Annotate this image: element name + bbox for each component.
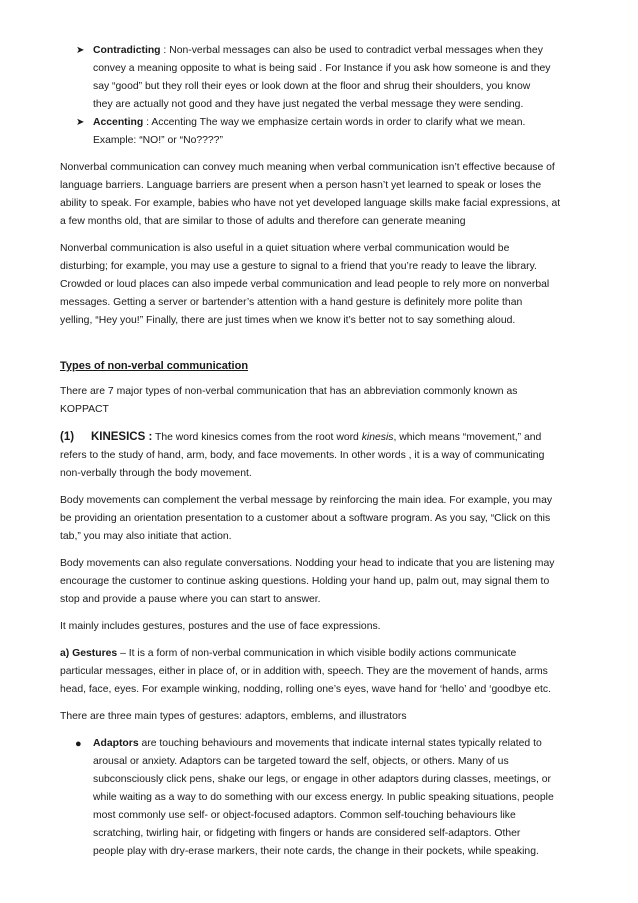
text-line: be providing an orientation presentation to a customer about a software program. As you say, “Click on this — [60, 513, 551, 524]
text-line: they are actually not good and they have just negated the verbal message they were sending. — [93, 99, 524, 110]
text-line: non-verbally through the body movement. — [60, 468, 252, 479]
text-line: The word kinesics comes from the root word — [152, 432, 362, 443]
text-line: while waiting as a way to do something with our excess energy. In public speaking situations, people — [93, 792, 554, 803]
text-line: subconsciously click pens, shake our legs, or engage in other adaptors during classes, meetings, or — [93, 774, 552, 785]
kinesics-term: KINESICS : — [90, 431, 153, 443]
text-line: yelling, “Hey you!” Finally, there are just times when we know it’s better not to say something aloud. — [60, 315, 516, 326]
term-adaptors: Adaptors — [93, 738, 139, 749]
text-line: KOPPACT — [60, 404, 109, 415]
text-line: Body movements can also regulate conversations. Nodding your head to indicate that you are listening may — [60, 558, 555, 569]
paragraph-quiet-situation — [60, 240, 580, 330]
paragraph-gesture-types: There are three main types of gestures: adaptors, emblems, and illustrators — [60, 711, 407, 722]
text-line: particular messages, either in place of, or in addition with, speech. They are the movement of hands, arms — [60, 666, 548, 677]
bullet-dot-icon: ● — [75, 738, 82, 750]
text-line: encourage the customer to continue asking questions. Holding your hand up, palm out, may signal them to — [60, 576, 550, 587]
text-line: There are 7 major types of non-verbal communication that has an abbreviation commonly known as — [60, 386, 518, 397]
italic-word: kinesis — [361, 432, 394, 443]
paragraph-kinesics — [60, 428, 580, 483]
list-item-adaptors — [60, 735, 580, 861]
paragraph-koppact — [60, 383, 580, 419]
text-line: scratching, twirling hair, or fidgeting with fingers or hands are considered self-adaptors. Other — [93, 828, 521, 839]
paragraph-includes: It mainly includes gestures, postures and the use of face expressions. — [60, 621, 381, 632]
text-line: arousal or anxiety. Adaptors can be targeted toward the self, objects, or others. Many of us — [93, 756, 509, 767]
text-line: convey a meaning opposite to what is being said . For Instance if you ask how someone is and they — [93, 63, 551, 74]
list-item-contradicting — [60, 42, 580, 114]
term-accenting: Accenting — [93, 117, 144, 128]
text-line: most commonly use self- or object-focused adaptors. Common self-touching behaviours like — [93, 810, 516, 821]
kinesics-number: (1) — [60, 431, 75, 443]
text-line: head, face, eyes. For example winking, nodding, rolling one’s eyes, wave hand for ‘hello’ and ‘goodbye etc. — [60, 684, 551, 695]
text-line: Nonverbal communication can convey much meaning when verbal communication isn’t effective because of — [60, 162, 555, 173]
text-line: say “good” but they roll their eyes or look down at the floor and shrug their shoulders, you know — [93, 81, 531, 92]
text-line: stop and provide a pause where you can start to answer. — [60, 594, 321, 605]
arrow-bullet-icon: ➤ — [76, 45, 85, 56]
paragraph-language-barriers — [60, 159, 580, 231]
list-item-accenting — [60, 114, 580, 150]
paragraph-complement — [60, 492, 580, 546]
section-heading: Types of non-verbal communication — [60, 360, 249, 372]
paragraph-regulate — [60, 555, 580, 609]
text-line: are touching behaviours and movements that indicate internal states typically related to — [138, 738, 542, 749]
text-line: Nonverbal communication is also useful in a quiet situation where verbal communication would be — [60, 243, 510, 254]
text-line: , which means “movement,” and — [393, 432, 542, 443]
text-line: refers to the study of hand, arm, body, and face movements. In other words , it is a way of communicating — [60, 450, 545, 461]
paragraph-gestures — [60, 645, 580, 699]
arrow-bullet-icon: ➤ — [76, 117, 85, 128]
text-line: : Accenting The way we emphasize certain words in order to clarify what we mean. — [143, 117, 526, 128]
text-line: disturbing; for example, you may use a gesture to signal to a friend that you’re ready to leave the library. — [60, 261, 537, 272]
text-line: Body movements can complement the verbal message by reinforcing the main idea. For example, you may — [60, 495, 553, 506]
text-line: Crowded or loud places can also impede verbal communication and lead people to rely more on nonverbal — [60, 279, 550, 290]
term-contradicting: Contradicting — [93, 45, 161, 56]
text-line: a few months old, that are similar to those of adults and therefore can generate meaning — [60, 216, 466, 227]
text-line: : Non-verbal messages can also be used to contradict verbal messages when they — [160, 45, 543, 56]
text-line: messages. Getting a server or bartender’s attention with a hand gesture is definitely more polite than — [60, 297, 523, 308]
text-line: ability to speak. For example, babies who have not yet developed language skills make facial expressions, at — [60, 198, 561, 209]
document-page — [60, 42, 580, 861]
text-line: people play with dry-erase markers, their note cards, the change in their pockets, while speaking. — [93, 846, 539, 857]
text-line: language barriers. Language barriers are present when a person hasn’t yet learned to speak or loses the — [60, 180, 542, 191]
text-line: tab,” you may also initiate that action. — [60, 531, 232, 542]
gestures-label: a) Gestures — [60, 648, 118, 659]
text-line: Example: “NO!” or “No????” — [93, 135, 223, 146]
text-line: – It is a form of non-verbal communication in which visible bodily actions communicate — [117, 648, 517, 659]
